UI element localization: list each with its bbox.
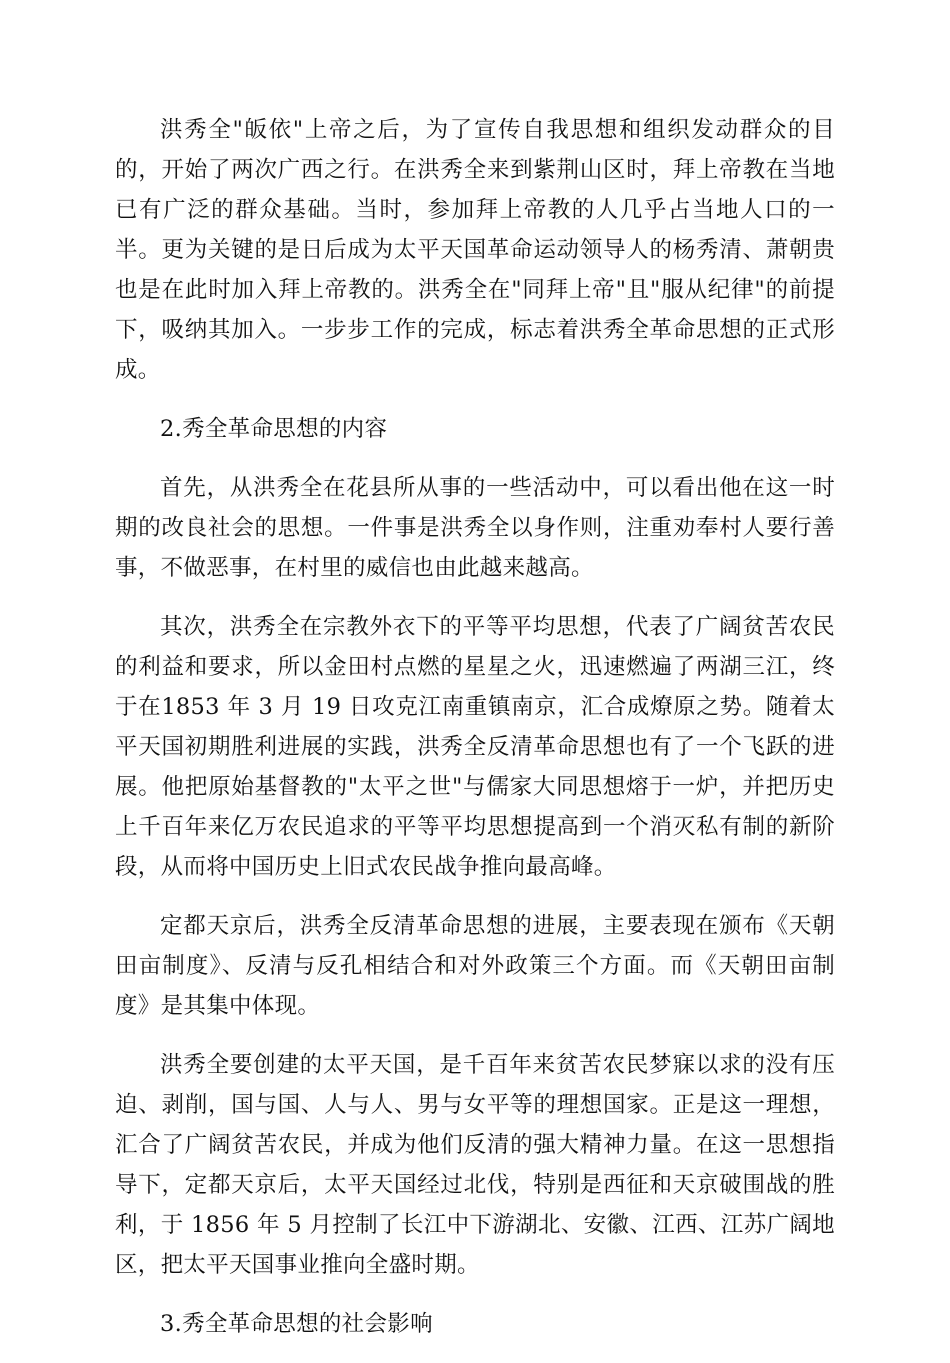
paragraph-conversion-and-guangxi: 洪秀全"皈依"上帝之后，为了宣传自我思想和组织发动群众的目的，开始了两次广西之行。在洪秀全来到紫荆山区时，拜上帝教在当地已有广泛的群众基础。当时，参加拜上帝教的人几乎占当地人口的一半。更为关键的是日后成为太平天国革命运动领导人的杨秀清、萧朝贵也是在此时加入拜上帝教的。洪秀全在"同拜上帝"且"服从纪律"的前提下，吸纳其加入。一步步工作的完成，标志着洪秀全革命思想的正式形成。 (115, 117, 835, 383)
section-heading-social-impact: 3.秀全革命思想的社会影响 (160, 1311, 433, 1337)
document-page (115, 110, 835, 1363)
paragraph-tianjing-policies: 定都天京后，洪秀全反清革命思想的进展，主要表现在颁布《天朝田亩制度》、反清与反孔相结合和对外政策三个方面。而《天朝田亩制度》是其集中体现。 (115, 913, 835, 1019)
section-heading-content: 2.秀全革命思想的内容 (160, 416, 388, 442)
paragraph-ideal-state: 洪秀全要创建的太平天国，是千百年来贫苦农民梦寐以求的没有压迫、剥削，国与国、人与人、男与女平等的理想国家。正是这一理想，汇合了广阔贫苦农民，并成为他们反清的强大精神力量。在这一思想指导下，定都天京后，太平天国经过北伐，特别是西征和天京破围战的胜利，于 1856 年 5 月控制了长江中下游湖北、安徽、江西、江苏广阔地区，把太平天国事业推向全盛时期。 (115, 1052, 835, 1278)
paragraph-first-reform-ideas: 首先，从洪秀全在花县所从事的一些活动中，可以看出他在这一时期的改良社会的思想。一件事是洪秀全以身作则，注重劝奉村人要行善事，不做恶事，在村里的威信也由此越来越高。 (115, 475, 835, 581)
paragraph-second-equality-ideas: 其次，洪秀全在宗教外衣下的平等平均思想，代表了广阔贫苦农民的利益和要求，所以金田村点燃的星星之火，迅速燃遍了两湖三江，终于在1853 年 3 月 19 日攻克江南重镇南京，汇合成燎原之势。随着太平天国初期胜利进展的实践，洪秀全反清革命思想也有了一个飞跃的进展。他把原始基督教的"太平之世"与儒家大同思想熔于一炉，并把历史上千百年来亿万农民追求的平等平均思想提高到一个消灭私有制的新阶段，从而将中国历史上旧式农民战争推向最高峰。 (115, 614, 835, 880)
